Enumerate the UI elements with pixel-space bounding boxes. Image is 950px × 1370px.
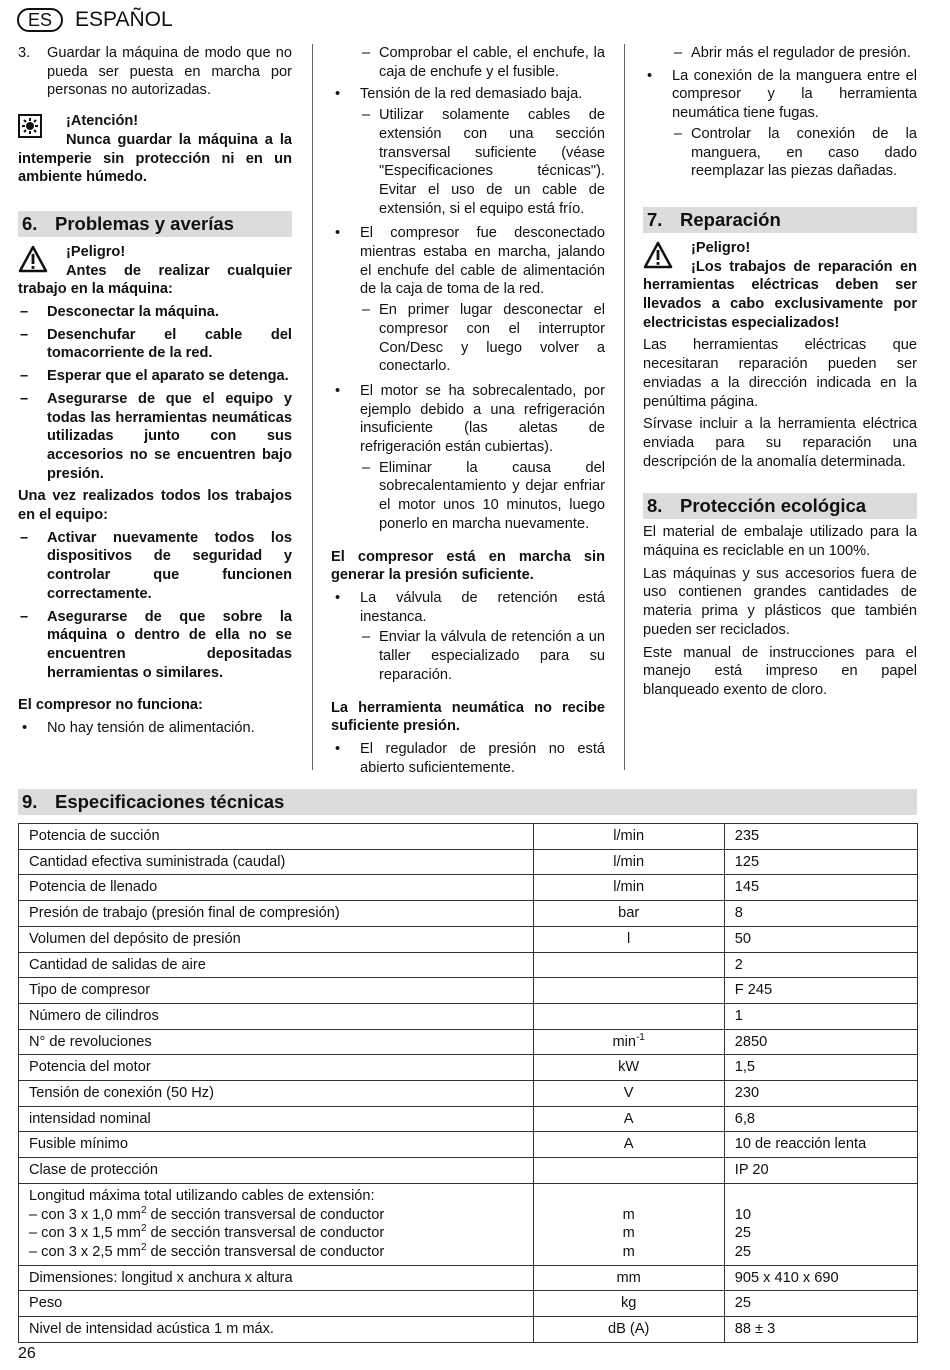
page-number: 26	[18, 1345, 36, 1362]
spec-unit: mm	[533, 1265, 724, 1291]
cable-length-value: 25	[734, 1243, 751, 1260]
section-number: 7.	[647, 208, 663, 230]
spec-label: Dimensiones: longitud x anchura x altura	[19, 1265, 534, 1291]
table-row	[19, 1158, 918, 1184]
spec-unit: bar	[533, 901, 724, 927]
spec-label: Potencia de llenado	[19, 875, 534, 901]
warning-triangle-icon	[643, 241, 673, 269]
spec-value: F 245	[724, 978, 917, 1004]
spec-value: 1	[724, 1003, 917, 1029]
warning-triangle-icon	[18, 245, 48, 273]
list-item	[18, 44, 292, 100]
spec-unit: dB (A)	[533, 1317, 724, 1343]
spec-value: 2	[724, 952, 917, 978]
spec-unit: $\min^{-1}$	[533, 1029, 724, 1055]
section-title: Especificaciones técnicas	[55, 791, 285, 812]
list-item: • El motor se ha sobrecalentado, por ejemplo debido a una refrigeración insuficiente (las aletas de refrigeración están cubiertas).	[331, 382, 605, 457]
table-row	[19, 1055, 918, 1081]
list-item: • El regulador de presión no está abierto suficientemente.	[331, 740, 605, 777]
superscript: 2	[140, 1204, 147, 1216]
list-item: – Desconectar la máquina.	[18, 303, 292, 322]
problem-title: La herramienta neumática no recibe suficiente presión.	[331, 699, 605, 735]
cable-length-unit: m	[622, 1206, 635, 1223]
spec-value: 1,5	[724, 1055, 917, 1081]
spec-value: 6,8	[724, 1106, 917, 1132]
cable-length-line: – con 3 x 1,0 $mm^2$ de sección transversal de conductor	[29, 1204, 385, 1223]
spec-unit: l/min	[533, 875, 724, 901]
spec-label: Clase de protección	[19, 1158, 534, 1184]
spec-value: 145	[724, 875, 917, 901]
danger-text: Antes de realizar cualquier trabajo en la máquina:	[18, 262, 292, 298]
danger-title: ¡Peligro!	[691, 239, 751, 256]
paragraph: El material de embalaje utilizado para la máquina es reciclable en un 100%.	[643, 524, 917, 560]
table-row	[19, 901, 918, 927]
spec-unit	[533, 1183, 724, 1265]
list-sub-item: – Utilizar solamente cables de extensión con una sección transversal suficiente (véase "Especificaciones técnicas"). Evitar el uso de un cable de extensión, si el equipo está frío.	[331, 106, 605, 218]
attention-icon	[18, 114, 48, 142]
spec-unit: A	[533, 1106, 724, 1132]
column-1	[18, 44, 292, 738]
list-sub-item: – En primer lugar desconectar el compresor con el interruptor Con/Desc y luego volver a conectarlo.	[331, 301, 605, 376]
column-divider	[312, 44, 313, 770]
list-item: • La válvula de retención está inestanca.	[331, 589, 605, 626]
spec-label: Fusible mínimo	[19, 1132, 534, 1158]
list-item: • La conexión de la manguera entre el compresor y la herramienta neumática tiene fugas.	[643, 67, 917, 123]
spec-value: 2850	[724, 1029, 917, 1055]
spec-unit: A	[533, 1132, 724, 1158]
table-row	[19, 875, 918, 901]
spec-unit	[533, 1003, 724, 1029]
spec-value: 8	[724, 901, 917, 927]
specifications-table-body	[19, 824, 918, 1343]
attention-text: Nunca guardar la máquina a la intemperie sin protección ni en un ambiente húmedo.	[18, 131, 292, 186]
superscript: 2	[140, 1223, 147, 1235]
spec-unit: V	[533, 1081, 724, 1107]
problem-title: El compresor no funciona:	[18, 697, 203, 714]
section-number: 8.	[647, 495, 663, 517]
specifications-table	[18, 823, 918, 1343]
spec-value: 230	[724, 1081, 917, 1107]
column-3	[643, 44, 917, 704]
spec-label: Peso	[19, 1291, 534, 1317]
list-sub-item: – Comprobar el cable, el enchufe, la caja de enchufe y el fusible.	[331, 44, 605, 81]
spec-label: Presión de trabajo (presión final de compresión)	[19, 901, 534, 927]
spec-label: Cantidad de salidas de aire	[19, 952, 534, 978]
list-item: – Asegurarse de que el equipo y todas las herramientas neumáticas utilizadas junto con sus accesorios no se encuentren bajo presión.	[18, 390, 292, 484]
paragraph: Las herramientas eléctricas que necesitaran reparación pueden ser enviadas a la dirección indicada en la penúltima página.	[643, 337, 917, 410]
list-sub-item: – Abrir más el regulador de presión.	[643, 44, 917, 63]
section-title: Protección ecológica	[680, 495, 867, 517]
item-number: 3.	[18, 45, 31, 61]
language-label: ESPAÑOL	[75, 8, 173, 31]
cable-length-line: – con 3 x 1,5 $mm^2$ de sección transversal de conductor	[29, 1223, 385, 1242]
language-badge: ES	[17, 8, 63, 32]
spec-unit: l/min	[533, 824, 724, 850]
spec-value	[724, 1183, 917, 1265]
table-row	[19, 978, 918, 1004]
section-number: 9.	[22, 791, 38, 812]
attention-title: ¡Atención!	[66, 113, 139, 130]
cable-length-unit: m	[622, 1225, 635, 1242]
list-item: • El compresor fue desconectado mientras estaba en marcha, jalando el enchufe del cable de alimentación de la caja de toma de la red.	[331, 224, 605, 299]
section-title: Problemas y averías	[55, 212, 234, 234]
danger-text: ¡Los trabajos de reparación en herramientas eléctricas deben ser llevados a cabo exclusivamente por electricistas especializados!	[643, 258, 917, 331]
cable-length-title: Longitud máxima total utilizando cables de extensión:	[29, 1187, 375, 1204]
table-row	[19, 1317, 918, 1343]
table-row	[19, 1106, 918, 1132]
attention-notice	[18, 112, 292, 131]
spec-value: IP 20	[724, 1158, 917, 1184]
section-number: 6.	[22, 212, 38, 234]
spec-label: Nivel de intensidad acústica 1 m máx.	[19, 1317, 534, 1343]
table-row	[19, 1081, 918, 1107]
spec-unit	[533, 978, 724, 1004]
spec-label: Número de cilindros	[19, 1003, 534, 1029]
cable-length-value: 25	[734, 1225, 751, 1242]
table-row	[19, 849, 918, 875]
section-9-heading	[18, 789, 917, 815]
cable-length-line: – con 3 x 2,5 $mm^2$ de sección transversal de conductor	[29, 1242, 385, 1260]
spec-label: Tensión de conexión (50 Hz)	[19, 1081, 534, 1107]
spec-value: 50	[724, 926, 917, 952]
spec-unit: l/min	[533, 849, 724, 875]
table-row	[19, 824, 918, 850]
danger-notice	[18, 243, 292, 262]
list-item: • Tensión de la red demasiado baja.	[331, 85, 605, 104]
table-row	[19, 1003, 918, 1029]
spec-value: 905 x 410 x 690	[724, 1265, 917, 1291]
list-item: – Esperar que el aparato se detenga.	[18, 367, 292, 386]
table-row	[19, 1132, 918, 1158]
problem-title: El compresor está en marcha sin generar la presión suficiente.	[331, 548, 605, 584]
spec-label: Potencia de succión	[19, 824, 534, 850]
section-7-heading	[643, 207, 917, 233]
cable-length-unit: m	[622, 1243, 635, 1260]
table-row	[19, 1291, 918, 1317]
cable-length-value: 10	[734, 1206, 751, 1223]
spec-unit	[533, 1158, 724, 1184]
table-row	[19, 1183, 918, 1265]
table-row	[19, 1265, 918, 1291]
superscript: 2	[140, 1242, 147, 1254]
item-text: Guardar la máquina de modo que no pueda ser puesta en marcha por personas no autorizadas.	[47, 45, 292, 99]
paragraph: Este manual de instrucciones para el manejo está impreso en papel blanqueado exento de cloro.	[643, 644, 917, 698]
spec-value: 235	[724, 824, 917, 850]
spec-unit: l	[533, 926, 724, 952]
spec-value: 88 ± 3	[724, 1317, 917, 1343]
list-item: • No hay tensión de alimentación.	[18, 719, 292, 738]
spec-value: 125	[724, 849, 917, 875]
spec-unit: kg	[533, 1291, 724, 1317]
spec-value: 10 de reacción lenta	[724, 1132, 917, 1158]
spec-unit: kW	[533, 1055, 724, 1081]
spec-label: Volumen del depósito de presión	[19, 926, 534, 952]
table-row	[19, 952, 918, 978]
danger-title: ¡Peligro!	[66, 243, 126, 260]
list-sub-item: – Eliminar la causa del sobrecalentamiento y dejar enfriar el motor unos 10 minutos, luego ponerlo en marcha nuevamente.	[331, 459, 605, 534]
spec-unit	[533, 952, 724, 978]
spec-label	[19, 1183, 534, 1265]
spec-label: Potencia del motor	[19, 1055, 534, 1081]
paragraph: Sírvase incluir a la herramienta eléctrica enviada para su reparación una descripción de la anomalía determinada.	[643, 416, 917, 470]
table-row	[19, 1029, 918, 1055]
section-6-heading	[18, 211, 292, 237]
paragraph: Las máquinas y sus accesorios fuera de uso contienen grandes cantidades de materia prima y plásticos que también pueden ser reciclados.	[643, 565, 917, 638]
column-divider	[624, 44, 625, 770]
spec-label: intensidad nominal	[19, 1106, 534, 1132]
spec-label: Tipo de compresor	[19, 978, 534, 1004]
after-work-title: Una vez realizados todos los trabajos en el equipo:	[18, 488, 292, 524]
list-item: – Desenchufar el cable del tomacorriente de la red.	[18, 326, 292, 363]
spec-value: 25	[724, 1291, 917, 1317]
spec-label: N° de revoluciones	[19, 1029, 534, 1055]
section-title: Reparación	[680, 208, 781, 230]
unit-superscript: -1	[635, 1031, 645, 1043]
list-sub-item: – Controlar la conexión de la manguera, en caso dado reemplazar las piezas dañadas.	[643, 125, 917, 181]
section-8-heading	[643, 493, 917, 519]
list-item: – Activar nuevamente todos los dispositivos de seguridad y controlar que funcionen correctamente.	[18, 529, 292, 604]
column-2	[331, 44, 605, 777]
table-row	[19, 926, 918, 952]
list-sub-item: – Enviar la válvula de retención a un taller especializado para su reparación.	[331, 628, 605, 684]
list-item: – Asegurarse de que sobre la máquina o dentro de ella no se encuentren depositadas herramientas o similares.	[18, 608, 292, 683]
danger-notice	[643, 239, 917, 258]
spec-label: Cantidad efectiva suministrada (caudal)	[19, 849, 534, 875]
